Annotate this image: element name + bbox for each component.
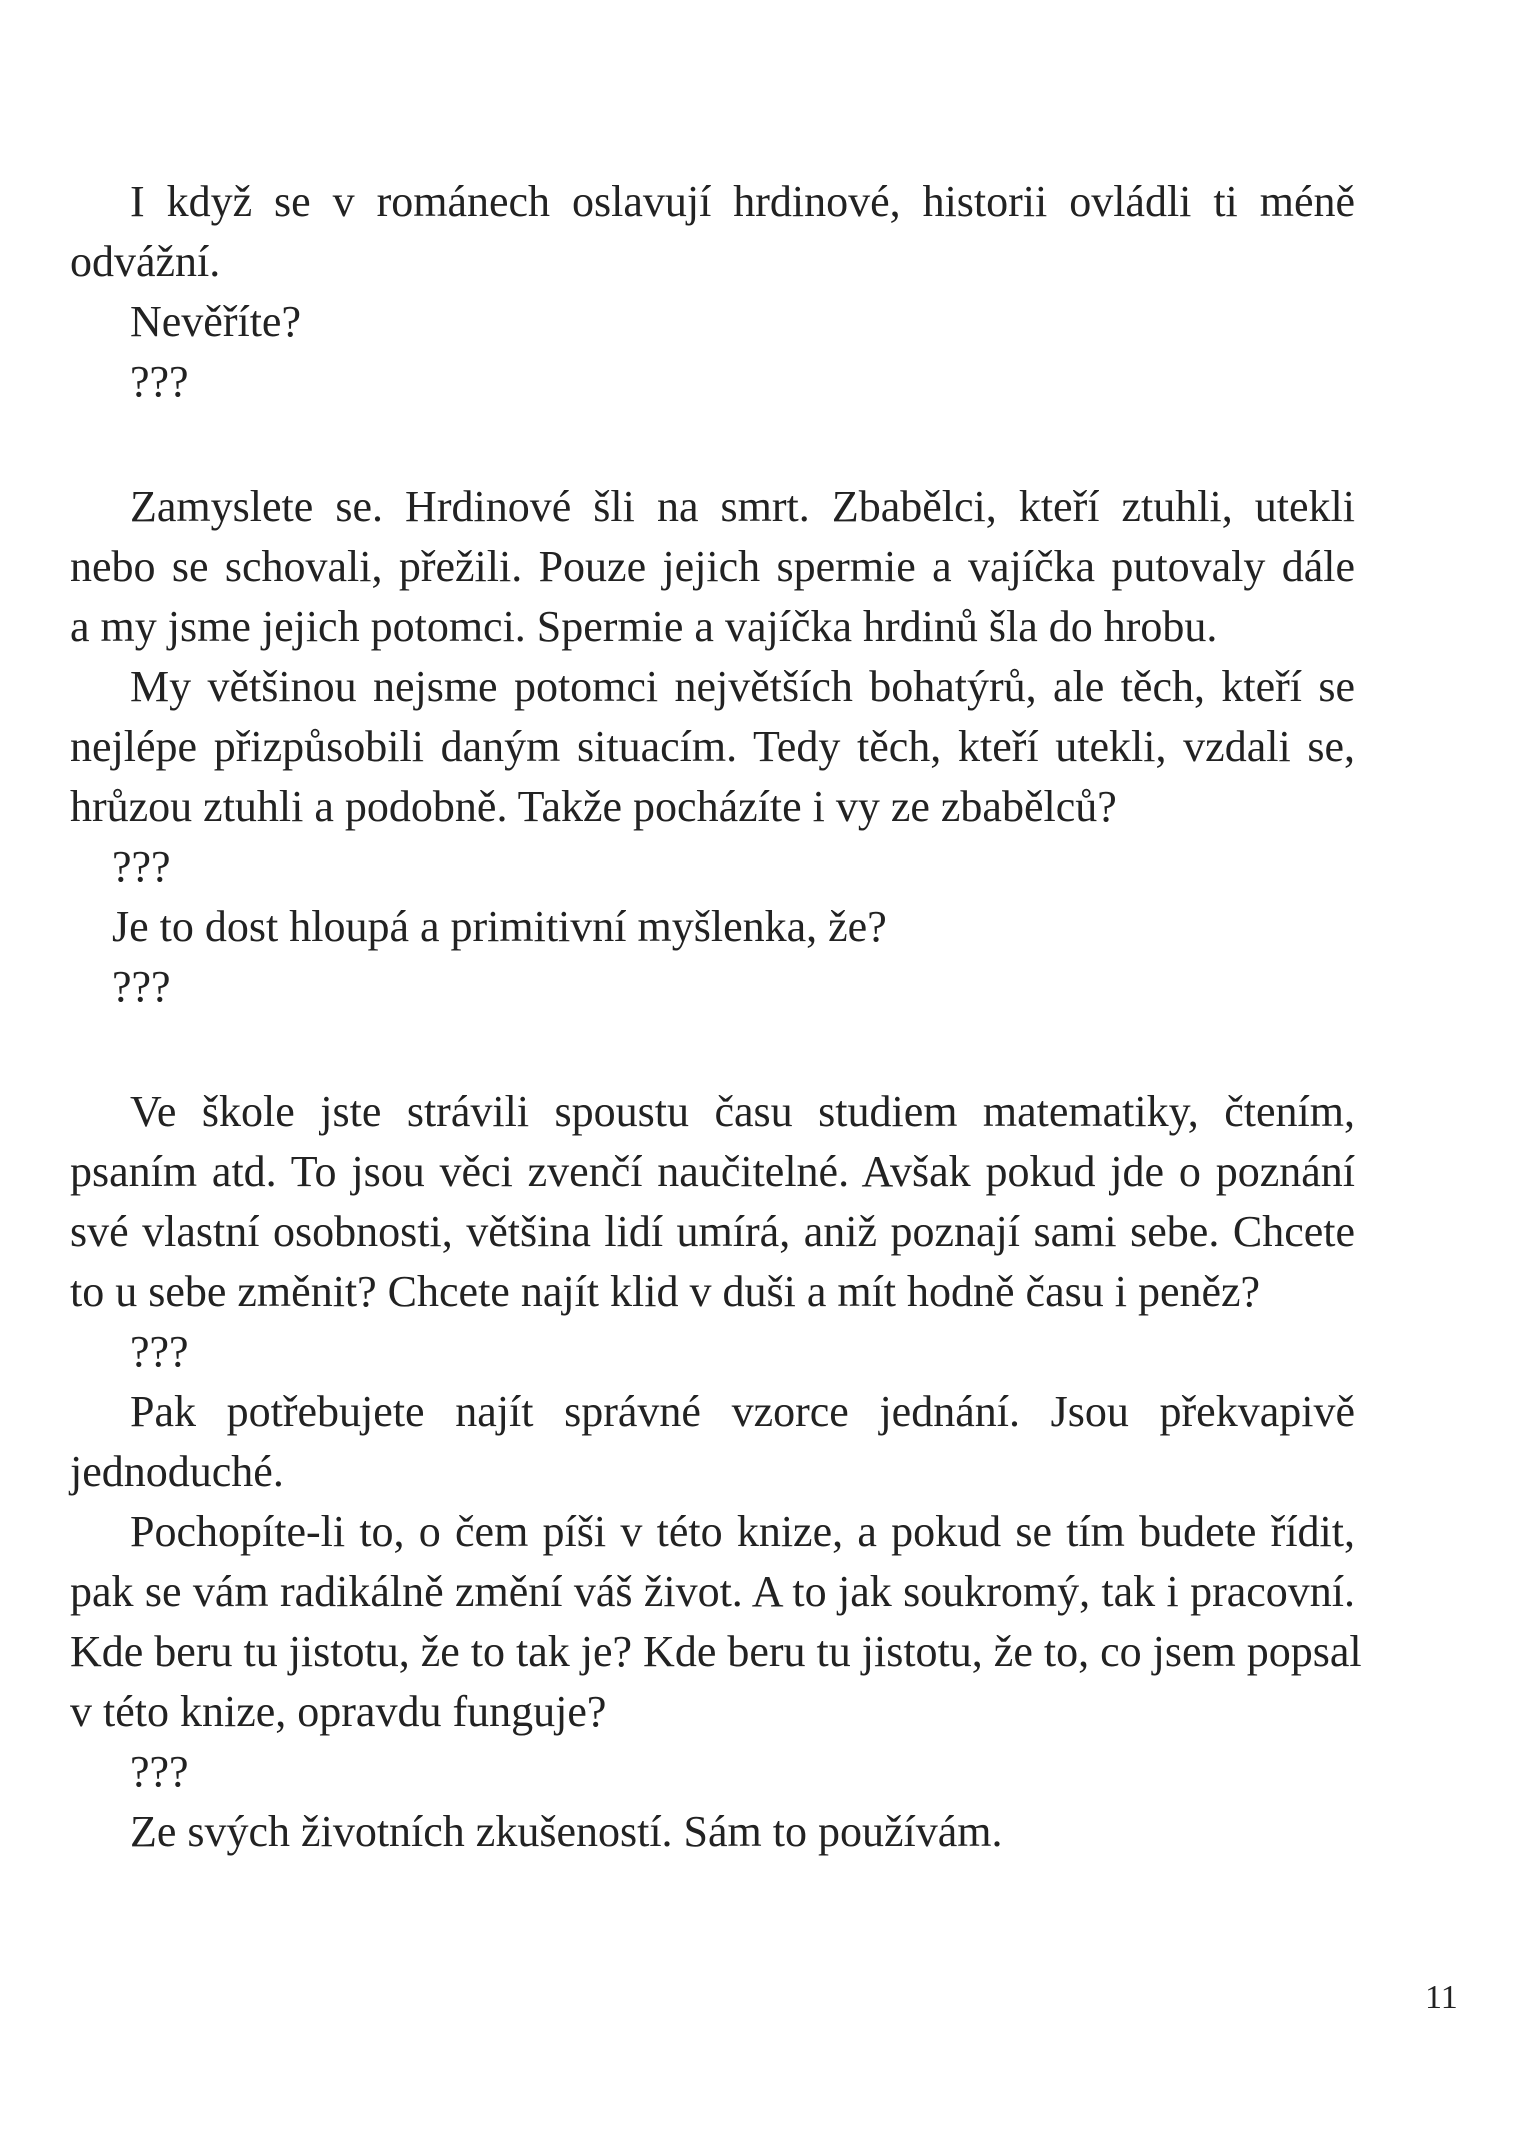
paragraph-cowards-line-2: nebo se schovali, přežili. Pouze jejich spermie a vajíčka putovaly dále [70,542,1355,591]
paragraph-descendants-line-1: My většinou nejsme potomci největších bohatýrů, ale těch, kteří se [130,662,1355,711]
paragraph-cowards-line-3: a my jsme jejich potomci. Spermie a vajíčka hrdinů šla do hrobu. [70,602,1218,651]
paragraph-school-line-1: Ve škole jste strávili spoustu času studiem matematiky, čtením, [130,1087,1355,1136]
question-marks-3: ??? [112,962,171,1011]
paragraph-descendants-line-2: nejlépe přizpůsobili daným situacím. Tedy těch, kteří utekli, vzdali se, [70,722,1355,771]
paragraph-school-line-4: to u sebe změnit? Chcete najít klid v duši a mít hodně času i peněz? [70,1267,1261,1316]
paragraph-book-line-1: Pochopíte-li to, o čem píši v této knize, a pokud se tím budete řídit, [130,1507,1355,1556]
paragraph-primitive-thought: Je to dost hloupá a primitivní myšlenka, že? [112,902,887,951]
question-marks-2: ??? [112,842,171,891]
paragraph-cowards-line-1: Zamyslete se. Hrdinové šli na smrt. Zbabělci, kteří ztuhli, utekli [130,482,1355,531]
paragraph-book-line-2: pak se vám radikálně změní váš život. A to jak soukromý, tak i pracovní. [70,1567,1355,1616]
paragraph-school-line-3: své vlastní osobnosti, většina lidí umírá, aniž poznají sami sebe. Chcete [70,1207,1355,1256]
page-number: 11 [1425,1979,1458,2016]
paragraph-school-line-2: psaním atd. To jsou věci zvenčí naučitelné. Avšak pokud jde o poznání [70,1147,1355,1196]
question-marks-1: ??? [130,357,189,406]
paragraph-heroes-line-1: I když se v románech oslavují hrdinové, historii ovládli ti méně [130,177,1355,226]
paragraph-experience: Ze svých životních zkušeností. Sám to používám. [130,1807,1003,1856]
question-marks-5: ??? [130,1747,189,1796]
paragraph-heroes-line-2: odvážní. [70,237,221,286]
paragraph-patterns-line-2: jednoduché. [70,1447,284,1496]
paragraph-patterns-line-1: Pak potřebujete najít správné vzorce jednání. Jsou překvapivě [130,1387,1355,1436]
paragraph-book-line-4: v této knize, opravdu funguje? [70,1687,607,1736]
paragraph-descendants-line-3: hrůzou ztuhli a podobně. Takže pocházíte i vy ze zbabělců? [70,782,1117,831]
paragraph-book-line-3: Kde beru tu jistotu, že to tak je? Kde beru tu jistotu, že to, co jsem popsal [70,1627,1362,1676]
paragraph-disbelief: Nevěříte? [130,297,301,346]
question-marks-4: ??? [130,1327,189,1376]
